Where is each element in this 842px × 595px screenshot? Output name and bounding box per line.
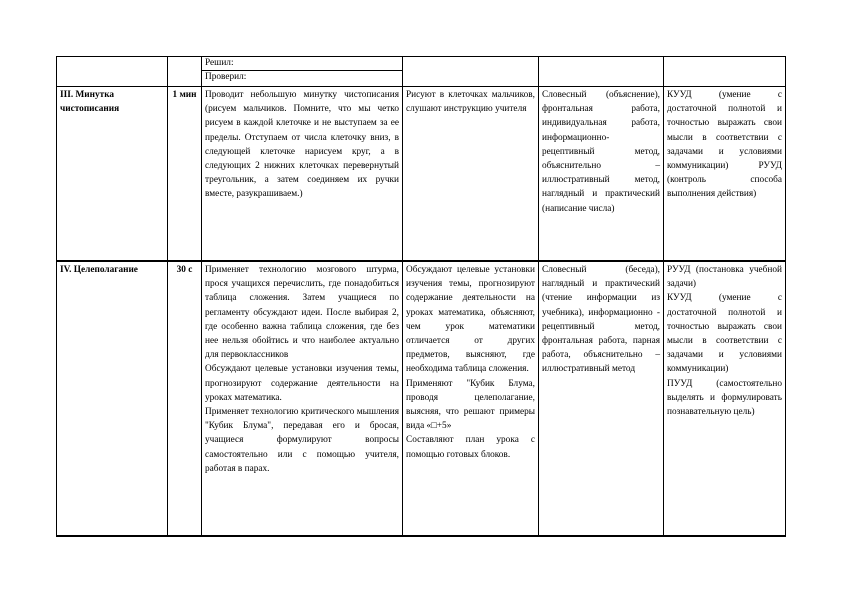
table-row-goal <box>57 261 786 536</box>
uud-goal <box>664 261 786 536</box>
table-row-minutka <box>57 87 786 262</box>
stage-minutka: III. Минутка чистописания <box>57 87 168 262</box>
table-row-top <box>57 57 786 87</box>
stage-goal: IV. Целеполагание <box>57 261 168 536</box>
cell-empty-time <box>168 57 202 87</box>
methods-goal: Словесный (беседа), наглядный и практический (чтение информации из учебника), информационно - рецептивный метод, фронтальная работа, парная работа, объяснительно – иллюстративный метод <box>539 261 664 536</box>
teacher-goal-p1: Применяет технологию мозгового штурма, прося учащихся перечислить, где понадобиться таблица сложения. Затем учащиеся по регламенту обсуждают идеи. После выбирая 2, где особенно важна таблица сложения, где без нее нельзя обойтись и что наиболее актуально для первоклассников <box>205 265 399 361</box>
uud-minutka: КУУД (умение с достаточной полнотой и точностью выражать свои мысли в соответствии с задачами и условиями коммуникации) РУУД (контроль способа выполнения действия) <box>664 87 786 262</box>
cell-empty-uud <box>664 57 786 87</box>
teacher-goal-p2: Обсуждают целевые установки изучения темы, прогнозируют содержание деятельности на уроках математика. <box>205 364 399 403</box>
cell-empty-students <box>403 57 539 87</box>
teacher-goal-p3: Применяет технологию критического мышления "Кубик Блума", передавая его и бросая, учащиеся формулируют вопросы самостоятельно или с помощью учителя, работая в парах. <box>205 407 399 474</box>
cell-empty-stage <box>57 57 168 87</box>
student-activity-minutka: Рисуют в клеточках мальчиков, слушают инструкцию учителя <box>403 87 539 262</box>
cell-empty-methods <box>539 57 664 87</box>
students-goal-p2: Применяют "Кубик Блума, проводя целеполагание, выясняя, что решают примеры вида «□+5» <box>406 378 535 432</box>
student-activity-goal <box>403 261 539 536</box>
solved-label: Решил: <box>202 57 402 71</box>
time-minutka: 1 мин <box>168 87 202 262</box>
uud-goal-p1: РУУД (постановка учебной задачи) <box>667 265 782 290</box>
teacher-activity-minutka: Проводит небольшую минутку чистописания (рисуем мальчиков. Помните, что мы четко рисуем в каждой клеточке и не выступаем за ее пределы. Отступаем от числа клеточку вниз, в следующей клеточке нарисуем круг, а в следующих 2 нижних клеточках перевернутый треугольник, а затем соединяем их ручки вместе, разукрашиваем.) <box>202 87 403 262</box>
solved-checked-box <box>202 57 402 84</box>
students-goal-p1: Обсуждают целевые установки изучения темы, прогнозируют содержание деятельности на уроках математика, объясняют, чем урок математики отличается от других предметов, выясняют, где необходима таблица сложения. <box>406 265 535 375</box>
checked-label: Проверил: <box>205 72 247 82</box>
cell-solved-checked <box>202 57 403 87</box>
lesson-plan-table <box>56 56 786 537</box>
students-goal-p3: Составляют план урока с помощью готовых блоков. <box>406 435 535 460</box>
methods-minutka: Словесный (объяснение), фронтальная работа, индивидуальная работа, информационно-рецептивный метод, объяснительно – иллюстративный метод, наглядный и практический (написание числа) <box>539 87 664 262</box>
teacher-activity-goal <box>202 261 403 536</box>
uud-goal-p2: КУУД (умение с достаточной полнотой и точностью выражать свои мысли в соответствии с задачами и условиями коммуникации) <box>667 293 782 375</box>
time-goal: 30 с <box>168 261 202 536</box>
uud-goal-p3: ПУУД (самостоятельно выделять и формулировать познавательную цель) <box>667 378 782 418</box>
